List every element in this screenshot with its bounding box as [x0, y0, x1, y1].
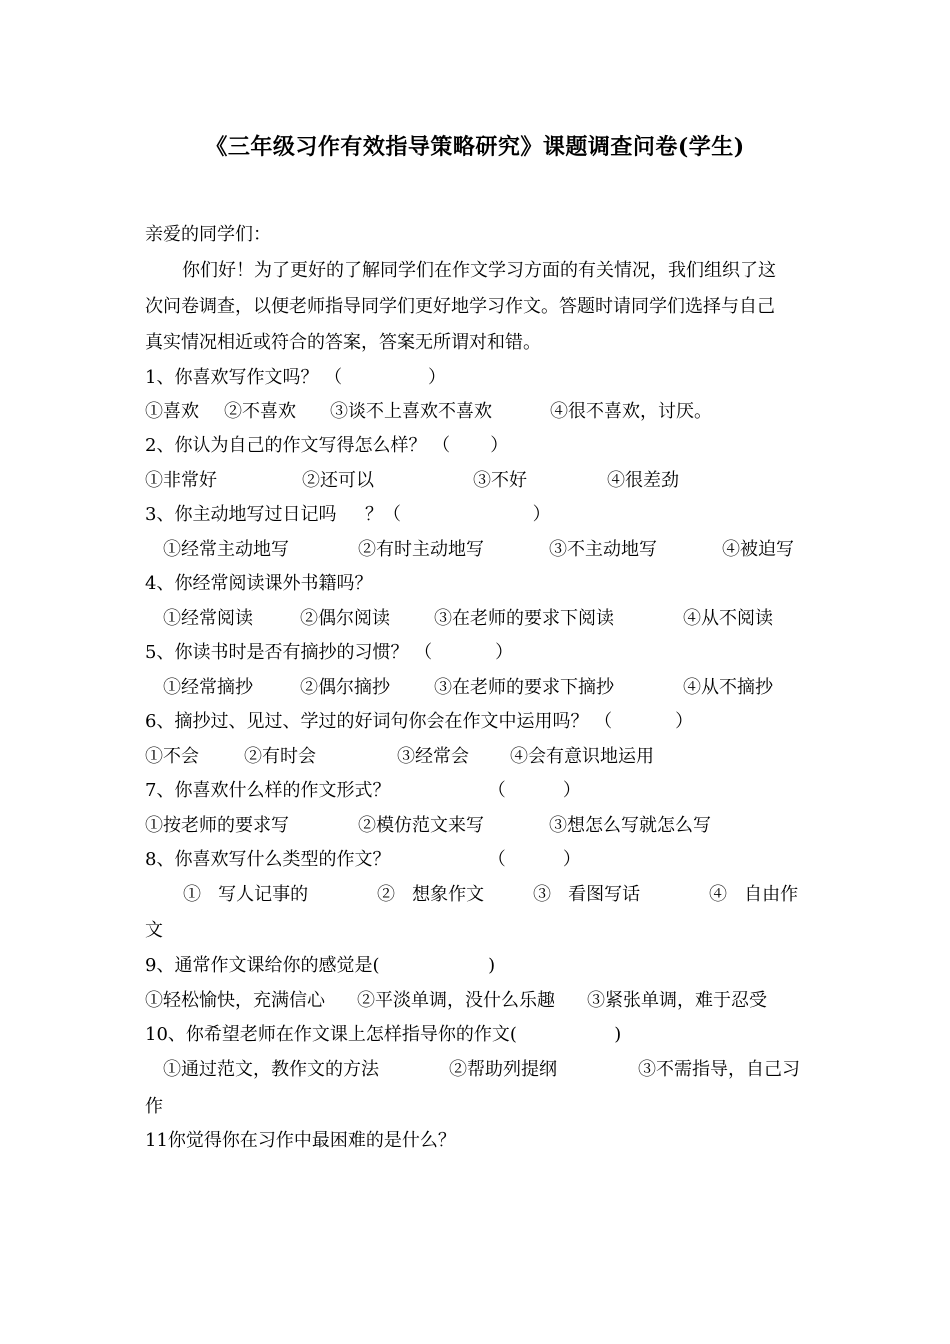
q1-option-3: ③谈不上喜欢不喜欢 [330, 401, 492, 422]
q3-option-1: ①经常主动地写 [163, 539, 289, 560]
question-6: 6、摘抄过、见过、学过的好词句你会在作文中运用吗？ （ ） [145, 711, 694, 732]
question-11: 11你觉得你在习作中最困难的是什么？ [145, 1130, 456, 1151]
q6-option-2: ②有时会 [244, 746, 316, 767]
q9-option-3: ③紧张单调，难于忍受 [587, 990, 767, 1011]
q7-option-3: ③想怎么写就怎么写 [549, 815, 711, 836]
q10-option-3: ③不需指导，自己习 [638, 1059, 800, 1080]
question-5: 5、你读书时是否有摘抄的习惯？ （ ） [145, 642, 514, 663]
q8-option-4-wrap: 文 [145, 920, 163, 941]
q3-option-2: ②有时主动地写 [358, 539, 484, 560]
intro-line-3: 真实情况相近或符合的答案，答案无所谓对和错。 [145, 332, 541, 353]
greeting: 亲爱的同学们： [145, 224, 271, 245]
q7-option-2: ②模仿范文来写 [358, 815, 484, 836]
q10-option-3-wrap: 作 [145, 1096, 163, 1117]
q5-option-3: ③在老师的要求下摘抄 [434, 677, 614, 698]
question-4: 4、你经常阅读课外书籍吗？ [145, 573, 373, 594]
q4-option-3: ③在老师的要求下阅读 [434, 608, 614, 629]
question-10: 10、你希望老师在作文课上怎样指导你的作文( ) [145, 1024, 622, 1045]
intro-line-2: 次问卷调查，以便老师指导同学们更好地学习作文。答题时请同学们选择与自己 [145, 296, 775, 317]
intro-line-1: 你们好！为了更好的了解同学们在作文学习方面的有关情况，我们组织了这 [182, 260, 776, 281]
q8-option-1: ① 写人记事的 [183, 884, 309, 905]
q2-option-3: ③不好 [473, 470, 527, 491]
q8-option-3: ③ 看图写话 [533, 884, 641, 905]
q7-option-1: ①按老师的要求写 [145, 815, 289, 836]
question-8: 8、你喜欢写什么类型的作文？ （ ） [145, 849, 581, 870]
question-3: 3、你主动地写过日记吗 ？（ ） [145, 504, 551, 525]
q4-option-2: ②偶尔阅读 [300, 608, 390, 629]
question-1: 1、你喜欢写作文吗？ （ ） [145, 367, 446, 388]
question-9: 9、通常作文课给你的感觉是( ) [145, 955, 496, 976]
q3-option-4: ④被迫写 [722, 539, 794, 560]
question-7: 7、你喜欢什么样的作文形式？ （ ） [145, 780, 581, 801]
q8-option-2: ② 想象作文 [377, 884, 485, 905]
q9-option-2: ②平淡单调，没什么乐趣 [357, 990, 555, 1011]
q8-option-4: ④ 自由作 [709, 884, 799, 905]
q1-option-1: ①喜欢 [145, 401, 199, 422]
q10-option-1: ①通过范文，教作文的方法 [163, 1059, 379, 1080]
q5-option-4: ④从不摘抄 [683, 677, 773, 698]
q3-option-3: ③不主动地写 [549, 539, 657, 560]
q6-option-4: ④会有意识地运用 [510, 746, 654, 767]
q4-option-4: ④从不阅读 [683, 608, 773, 629]
q1-option-4: ④很不喜欢，讨厌。 [550, 401, 712, 422]
q1-option-2: ②不喜欢 [224, 401, 296, 422]
q2-option-2: ②还可以 [302, 470, 374, 491]
q6-option-3: ③经常会 [397, 746, 469, 767]
q4-option-1: ①经常阅读 [163, 608, 253, 629]
q6-option-1: ①不会 [145, 746, 199, 767]
q5-option-2: ②偶尔摘抄 [300, 677, 390, 698]
q2-option-4: ④很差劲 [607, 470, 679, 491]
q9-option-1: ①轻松愉快，充满信心 [145, 990, 325, 1011]
question-2: 2、你认为自己的作文写得怎么样？ （ ） [145, 435, 509, 456]
q5-option-1: ①经常摘抄 [163, 677, 253, 698]
q10-option-2: ②帮助列提纲 [449, 1059, 557, 1080]
page-title: 《三年级习作有效指导策略研究》课题调查问卷(学生) [205, 134, 745, 160]
q2-option-1: ①非常好 [145, 470, 217, 491]
